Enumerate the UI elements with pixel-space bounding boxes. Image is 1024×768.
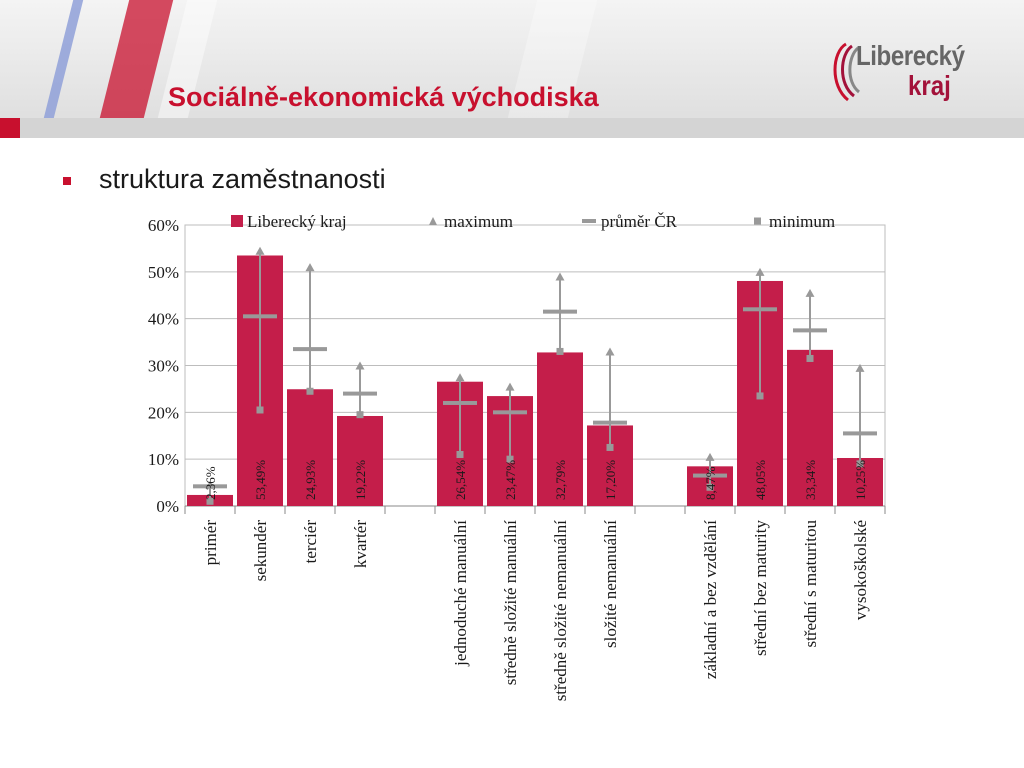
x-tick-label: primér [201, 520, 220, 566]
data-label: 17,20% [603, 459, 618, 500]
y-tick-label: 50% [147, 262, 179, 282]
x-tick-label: složité nemanuální [601, 520, 620, 648]
minimum-marker [457, 451, 464, 458]
data-label: 53,49% [253, 459, 268, 500]
x-tick-label: střední bez maturity [751, 520, 770, 656]
average-marker [593, 421, 627, 425]
legend-swatch-average [582, 219, 596, 223]
x-tick-label: středně složité manuální [501, 520, 520, 686]
average-marker [543, 310, 577, 314]
average-marker [243, 314, 277, 318]
bullet-text: struktura zaměstnanosti [99, 164, 386, 194]
minimum-marker [307, 388, 314, 395]
average-marker [743, 307, 777, 311]
data-label: 19,22% [353, 459, 368, 500]
x-tick-label: základní a bez vzdělání [701, 520, 720, 680]
data-label: 32,79% [553, 459, 568, 500]
maximum-marker [606, 347, 615, 355]
maximum-marker [556, 273, 565, 281]
y-tick-label: 10% [147, 450, 179, 470]
average-marker [443, 401, 477, 405]
logo-text-line1: Liberecký [856, 40, 965, 71]
data-label: 24,93% [303, 459, 318, 500]
y-tick-label: 20% [147, 403, 179, 423]
maximum-marker [706, 453, 715, 461]
maximum-marker [456, 373, 465, 381]
y-tick-label: 0% [156, 497, 179, 516]
legend-label: minimum [769, 212, 836, 231]
x-tick-label: jednoduché manuální [451, 520, 470, 666]
data-label: 8,47% [703, 466, 718, 500]
legend-label: průměr ČR [601, 212, 678, 231]
minimum-marker [757, 392, 764, 399]
minimum-marker [357, 411, 364, 418]
average-marker [843, 431, 877, 435]
y-tick-label: 60% [147, 216, 179, 235]
minimum-marker [807, 355, 814, 362]
minimum-marker [607, 444, 614, 451]
y-tick-label: 30% [147, 356, 179, 376]
y-tick-label: 40% [147, 309, 179, 329]
data-label: 23,47% [503, 459, 518, 500]
slide-title: Sociálně-ekonomická východiska [168, 82, 599, 112]
legend-swatch-maximum [429, 217, 437, 225]
x-tick-label: středně složité nemanuální [551, 520, 570, 702]
legend-swatch-bar [231, 215, 243, 227]
legend-label: maximum [444, 212, 513, 231]
data-label: 2,36% [203, 466, 218, 500]
logo-text-line2: kraj [908, 70, 951, 101]
average-marker [493, 410, 527, 414]
maximum-marker [806, 289, 815, 297]
maximum-marker [506, 383, 515, 391]
data-label: 48,05% [753, 459, 768, 500]
data-label: 26,54% [453, 459, 468, 500]
x-tick-label: vysokoškolské [851, 520, 870, 621]
legend-label: Liberecký kraj [247, 212, 347, 231]
maximum-marker [256, 247, 265, 255]
average-marker [343, 392, 377, 396]
data-label: 33,34% [803, 459, 818, 500]
x-tick-label: střední s maturitou [801, 520, 820, 648]
legend-swatch-minimum [754, 218, 761, 225]
x-tick-label: terciér [301, 520, 320, 564]
data-label: 10,25% [853, 459, 868, 500]
minimum-marker [557, 348, 564, 355]
average-marker [293, 347, 327, 351]
x-tick-label: kvartér [351, 520, 370, 569]
average-marker [793, 328, 827, 332]
maximum-marker [306, 263, 315, 271]
minimum-marker [257, 406, 264, 413]
x-tick-label: sekundér [251, 520, 270, 582]
